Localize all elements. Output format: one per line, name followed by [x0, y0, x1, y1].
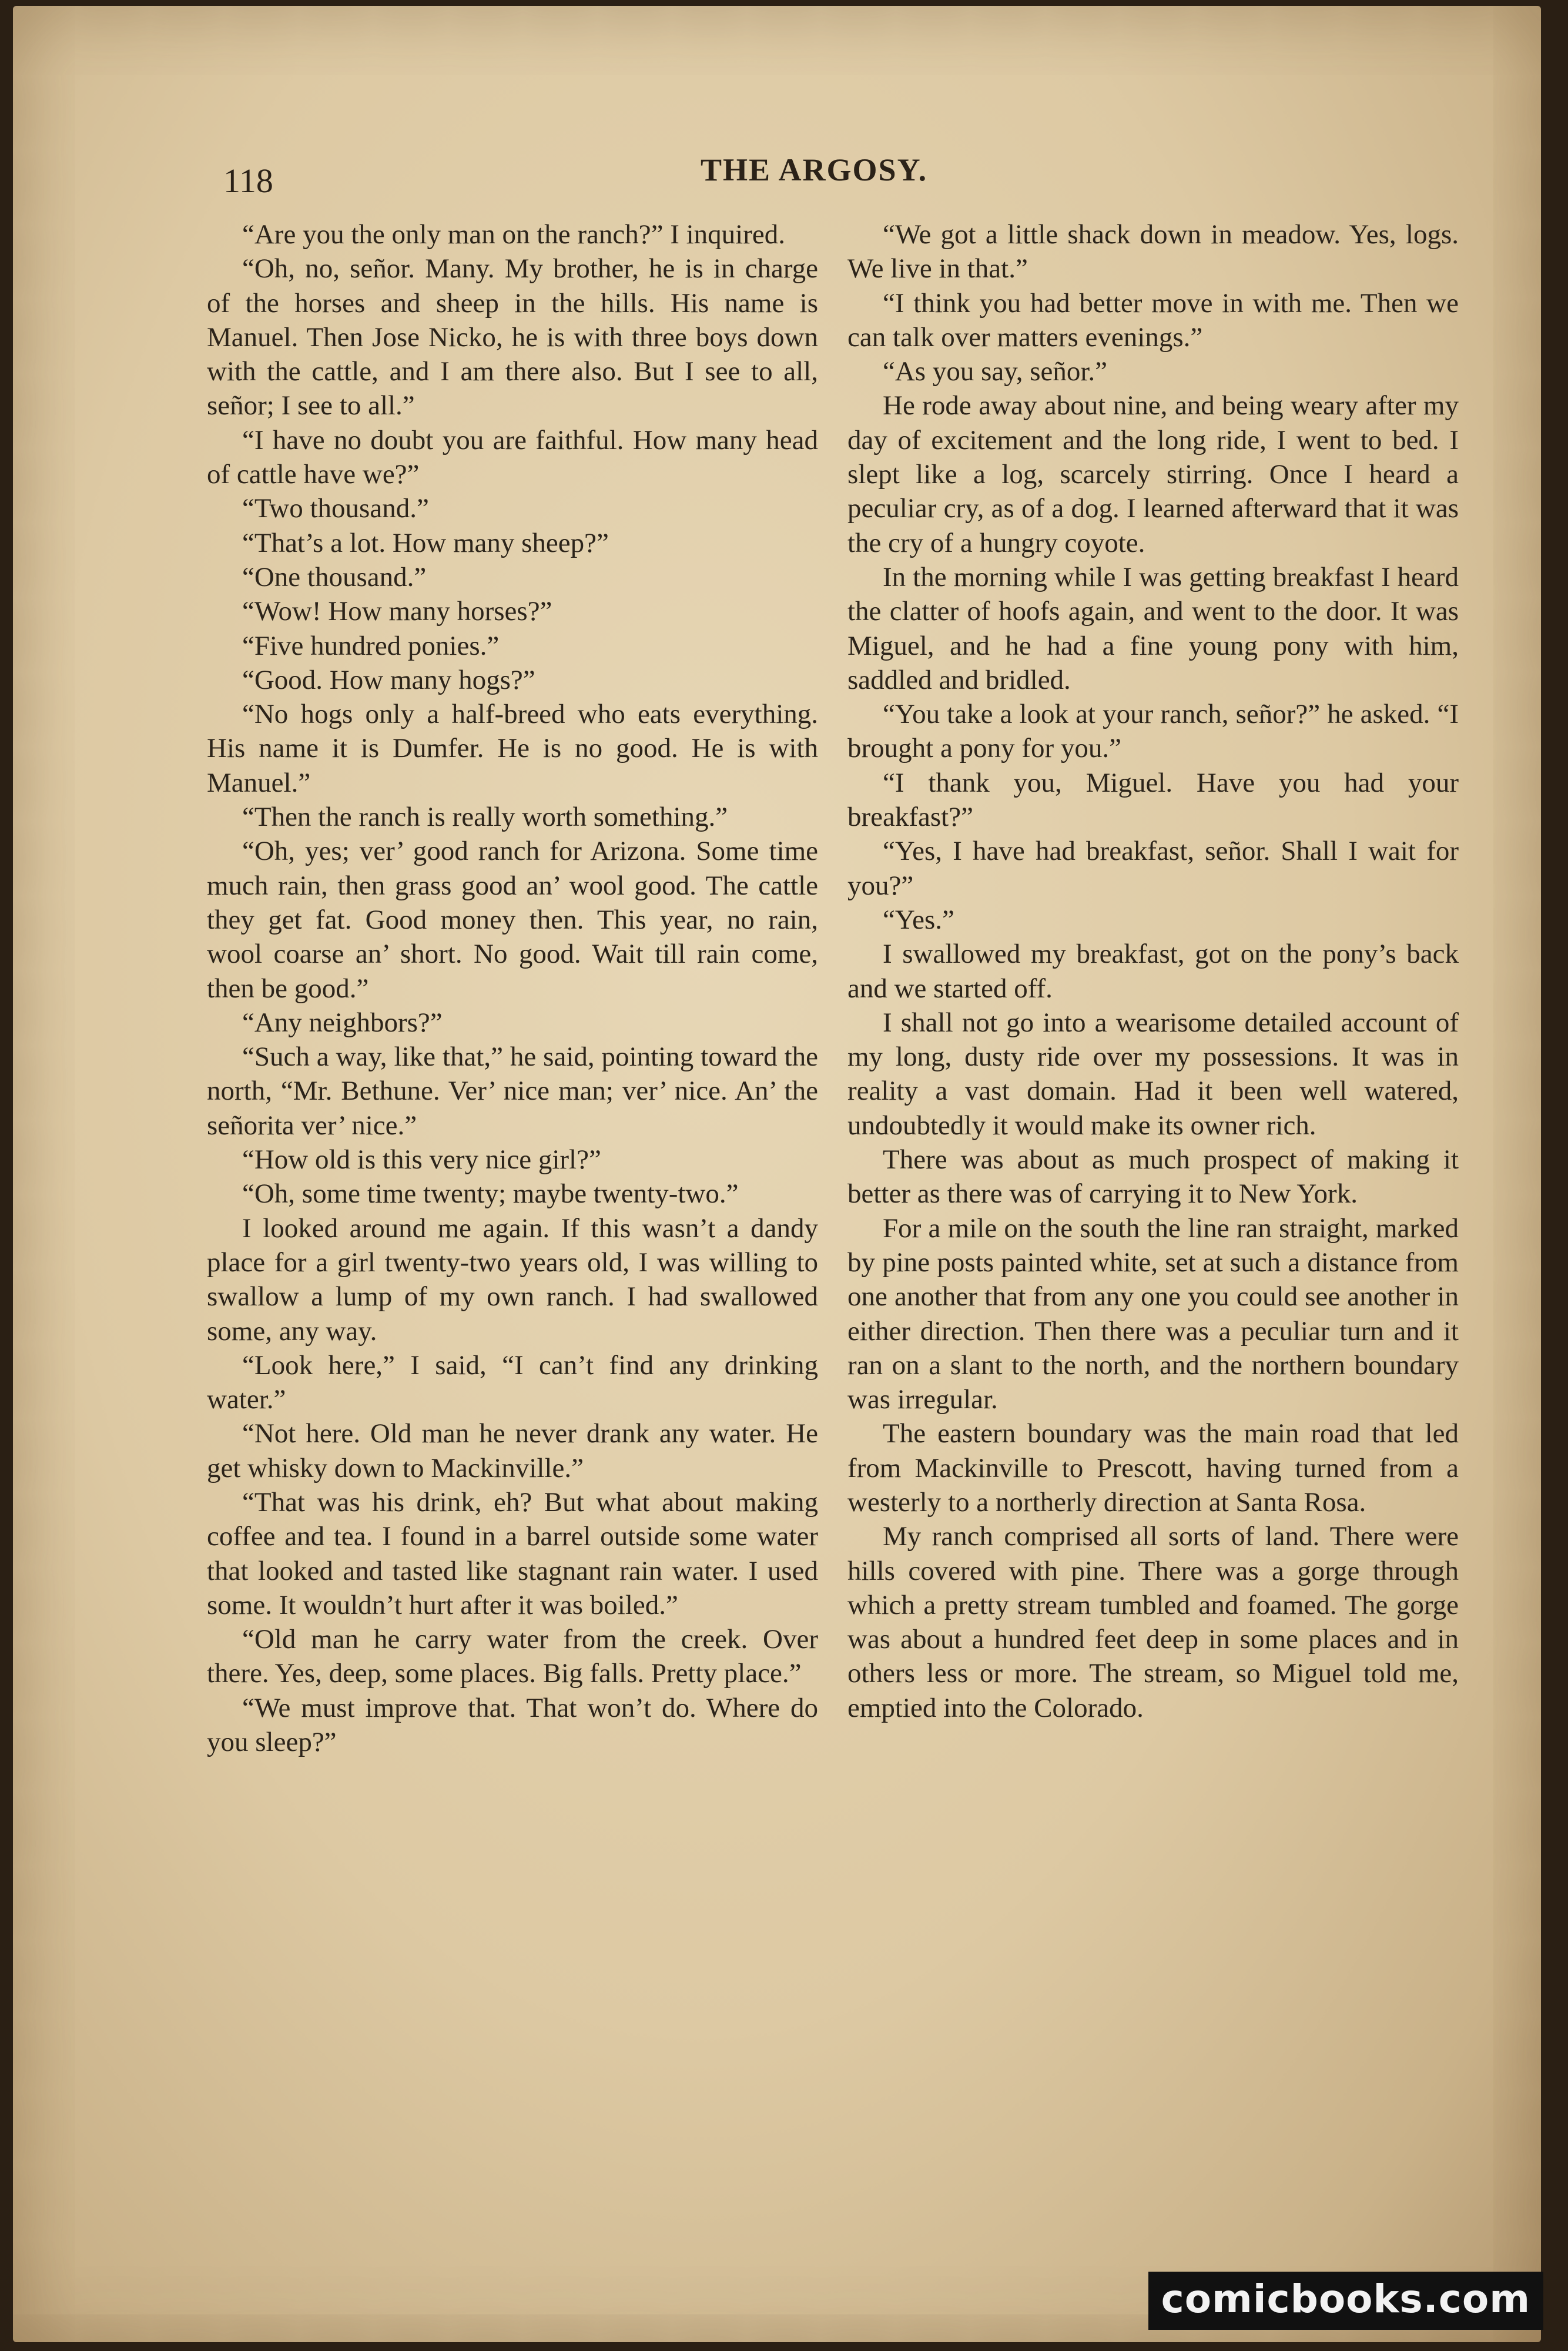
- paragraph: “I have no doubt you are faithful. How many head of cattle have we?”: [207, 424, 818, 490]
- paragraph: The eastern boundary was the main road that led from Mackinville to Prescott, having turned from a westerly to a northerly direction at Santa Rosa.: [847, 1418, 1459, 1518]
- paragraph: “Are you the only man on the ranch?” I inquired.: [242, 219, 786, 250]
- running-title: THE ARGOSY.: [701, 152, 928, 187]
- paragraph: “Then the ranch is really worth something.”: [242, 802, 728, 833]
- paragraph: “Two thousand.”: [242, 493, 429, 524]
- paragraph: “I think you had better move in with me. Then we can talk over matters evenings.”: [847, 287, 1459, 353]
- paragraph: “Five hundred ponies.”: [242, 630, 500, 661]
- paragraph: “As you say, señor.”: [883, 356, 1108, 387]
- paragraph: “Yes, I have had breakfast, señor. Shall I wait for you?”: [847, 836, 1459, 901]
- right-column: [847, 217, 1459, 1725]
- magazine-page: [13, 6, 1541, 2342]
- paragraph: “One thousand.”: [242, 561, 427, 592]
- paragraph: “We got a little shack down in meadow. Yes, logs. We live in that.”: [847, 219, 1459, 284]
- paragraph: For a mile on the south the line ran straight, marked by pine posts painted white, set at such a distance from one another that from any one you could see another in either direction. Then there was a peculiar turn and it ran on a slant to the north, and the northern boundary was irregular.: [847, 1213, 1459, 1415]
- paragraph: There was about as much prospect of making it better as there was of carrying it to New York.: [847, 1144, 1459, 1210]
- paragraph: “Oh, no, señor. Many. My brother, he is in charge of the horses and sheep in the hills. His name is Manuel. Then Jose Nicko, he is with three boys down with the cattle, and I am there also. But I see to all, señor; I see to all.”: [207, 253, 818, 421]
- paragraph: “That was his drink, eh? But what about making coffee and tea. I found in a barrel outside some water that looked and tasted like stagnant rain water. I used some. It wouldn’t hurt after it was boiled.”: [207, 1486, 818, 1620]
- paragraph: I swallowed my breakfast, got on the pony’s back and we started off.: [847, 939, 1459, 1004]
- paragraph: “We must improve that. That won’t do. Where do you sleep?”: [207, 1692, 818, 1758]
- paragraph: “Good. How many hogs?”: [242, 664, 535, 695]
- paragraph: He rode away about nine, and being weary after my day of excitement and the long ride, I went to bed. I slept like a log, scarcely stirring. Once I heard a peculiar cry, as of a dog. I learned afterward that it was the cry of a hungry coyote.: [847, 390, 1459, 558]
- paragraph: In the morning while I was getting breakfast I heard the clatter of hoofs again, and went to the door. It was Miguel, and he had a fine young pony with him, saddled and bridled.: [847, 561, 1459, 695]
- paragraph: “Oh, some time twenty; maybe twenty-two.”: [242, 1178, 739, 1210]
- paragraph: “Yes.”: [883, 904, 954, 935]
- paragraph: “Any neighbors?”: [242, 1007, 443, 1038]
- paragraph: “No hogs only a half-breed who eats everything. His name it is Dumfer. He is no good. He is with Manuel.”: [207, 699, 818, 798]
- paragraph: “You take a look at your ranch, señor?” he asked. “I brought a pony for you.”: [847, 699, 1459, 764]
- paragraph: “I thank you, Miguel. Have you had your breakfast?”: [847, 767, 1459, 833]
- paragraph: “Oh, yes; ver’ good ranch for Arizona. Some time much rain, then grass good an’ wool good. The cattle they get fat. Good money then. This year, no rain, wool coarse an’ short. No good. Wait till rain come, then be good.”: [207, 836, 818, 1004]
- page-number: 118: [223, 162, 273, 200]
- paragraph: “How old is this very nice girl?”: [242, 1144, 601, 1176]
- paragraph: “Look here,” I said, “I can’t find any drinking water.”: [207, 1349, 818, 1415]
- watermark: comicbooks.com: [1148, 2272, 1543, 2330]
- paragraph: “Old man he carry water from the creek. Over there. Yes, deep, some places. Big falls. Pretty place.”: [207, 1624, 818, 1689]
- page-header: [207, 147, 1488, 200]
- paragraph: “Not here. Old man he never drank any water. He get whisky down to Mackinville.”: [207, 1418, 818, 1483]
- paragraph: “Such a way, like that,” he said, pointing toward the north, “Mr. Bethune. Ver’ nice man; ver’ nice. An’ the señorita ver’ nice.”: [207, 1041, 818, 1141]
- left-column: [207, 217, 818, 1759]
- paragraph: “Wow! How many horses?”: [242, 596, 552, 627]
- paragraph: I shall not go into a wearisome detailed account of my long, dusty ride over my possessions. It was in reality a vast domain. Had it been well watered, undoubtedly it would make its owner rich.: [847, 1007, 1459, 1141]
- paragraph: “That’s a lot. How many sheep?”: [242, 527, 609, 558]
- paragraph: I looked around me again. If this wasn’t a dandy place for a girl twenty-two years old, I was willing to swallow a lump of my own ranch. I had swallowed some, any way.: [207, 1213, 818, 1347]
- paragraph: My ranch comprised all sorts of land. There were hills covered with pine. There was a gorge through which a pretty stream tumbled and foamed. The gorge was about a hundred feet deep in some places and in others less or more. The stream, so Miguel told me, emptied into the Colorado.: [847, 1521, 1459, 1723]
